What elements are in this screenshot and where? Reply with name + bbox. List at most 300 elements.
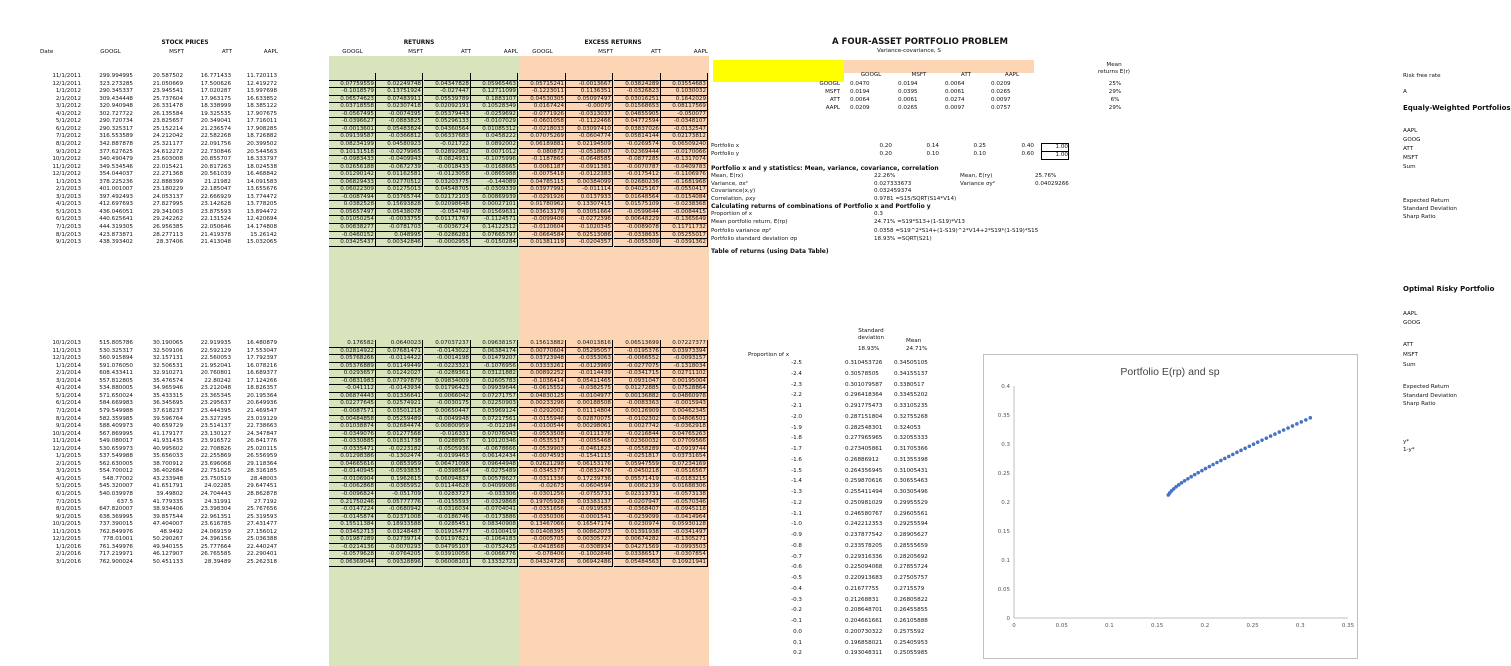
excess-return-cell: 0.00126909 xyxy=(614,408,661,416)
price-cell: 25.036388 xyxy=(246,536,277,543)
stat-value: 22.26% xyxy=(874,173,896,179)
calc-label: Proportion of x xyxy=(711,211,753,217)
price-cell: 48.9492 xyxy=(159,528,183,535)
return-cell: 0.03969124 xyxy=(471,408,518,416)
y-label: 1-y* xyxy=(1403,447,1415,453)
return-cell: 0.0382528 xyxy=(329,201,376,209)
dt-sd-cell: 0.277965965 xyxy=(845,435,883,442)
table-row xyxy=(0,239,712,247)
price-cell: 20.561039 xyxy=(200,171,231,178)
table-row xyxy=(0,423,712,431)
excess-return-cell: -0.0945118 xyxy=(661,506,708,514)
dt-mean-cell: 0.28205692 xyxy=(894,553,928,560)
x-tick-label: 0.05 xyxy=(1055,623,1068,629)
vc-cell: 0.0097 xyxy=(991,97,1011,103)
excess-return-cell xyxy=(519,73,566,81)
price-cell: 25.737604 xyxy=(152,95,183,102)
price-cell: 584.669983 xyxy=(99,400,133,407)
dt-x-cell: -2.3 xyxy=(791,381,802,388)
return-cell: -0.1075996 xyxy=(471,156,518,164)
excess-return-cell: 0.02680236 xyxy=(614,179,661,187)
return-cell: 0.02371008 xyxy=(376,514,423,522)
price-cell: 23.180229 xyxy=(152,186,183,193)
stat-label-y: Variance σy² xyxy=(960,180,996,187)
return-cell xyxy=(424,73,471,81)
price-cell: 22.131524 xyxy=(200,216,231,223)
ew-stat: Sharp Ratio xyxy=(1403,214,1436,220)
price-cell: 22.440247 xyxy=(246,543,277,550)
excess-return-cell: 0.01780962 xyxy=(519,201,566,209)
excess-return-cell: 0.01575109 xyxy=(614,201,661,209)
excess-return-cell: 0.05411465 xyxy=(566,378,613,386)
table-row xyxy=(0,438,712,446)
return-cell: -0.0275489 xyxy=(471,468,518,476)
dt-x-cell: -0.2 xyxy=(791,607,802,614)
date-cell: 1/1/2013 xyxy=(55,178,81,185)
table-row xyxy=(0,156,712,164)
return-cell: -0.0096824 xyxy=(329,491,376,499)
table-row xyxy=(0,483,712,491)
return-cell: -0.144089 xyxy=(471,179,518,187)
vc-cell: 0.0209 xyxy=(991,81,1011,87)
excess-return-cell: 0.00136882 xyxy=(614,393,661,401)
highlight-cell[interactable] xyxy=(713,60,844,82)
excess-return-cell: -0.0132547 xyxy=(661,126,708,134)
return-cell: 0.04795107 xyxy=(424,544,471,552)
return-cell: 0.09638157 xyxy=(471,340,518,348)
date-cell: 4/1/2013 xyxy=(55,201,81,208)
price-cell: 21.21982 xyxy=(204,178,231,185)
a-label: A xyxy=(1403,89,1407,95)
excess-return-cell: 0.0061187 xyxy=(519,164,566,172)
price-cell: 16.468842 xyxy=(246,171,277,178)
excess-return-cell: -0.0055309 xyxy=(614,239,661,247)
excess-return-cell: 0.00674282 xyxy=(614,536,661,544)
price-cell: 22.666929 xyxy=(200,193,231,200)
price-cell: 579.549988 xyxy=(99,407,133,414)
return-cell: 0.07681471 xyxy=(376,348,423,356)
data-point xyxy=(1189,475,1193,479)
excess-return-cell: 0.02711102 xyxy=(661,370,708,378)
return-cell: -0.041112 xyxy=(329,385,376,393)
return-cell: 0.07271757 xyxy=(471,393,518,401)
price-cell: 20.649936 xyxy=(246,400,277,407)
return-cell: 0.03452713 xyxy=(329,529,376,537)
weight-cell: 0.60 xyxy=(1021,151,1034,157)
return-cell: 0.02307418 xyxy=(376,103,423,111)
y-tick-label: 0.4 xyxy=(1001,384,1010,390)
opt-stat: Expected Return xyxy=(1403,384,1450,390)
table-row xyxy=(0,164,712,172)
excess-return-cell: -0.0351656 xyxy=(519,506,566,514)
excess-return-cell: 0.13467066 xyxy=(519,521,566,529)
dt-x-cell: 0.0 xyxy=(793,628,802,635)
excess-return-cell: -0.1020345 xyxy=(566,224,613,232)
table-row xyxy=(0,559,712,567)
data-point xyxy=(1277,430,1281,434)
vc-col-header: GOOGL xyxy=(860,72,882,78)
excess-return-cell: -0.0170066 xyxy=(661,149,708,157)
return-cell: 0.0640023 xyxy=(376,340,423,348)
price-cell: 23.514137 xyxy=(200,423,231,430)
dt-mean-header: Mean xyxy=(906,338,922,344)
price-cell: 530.325317 xyxy=(99,347,133,354)
table-title: Table of returns (using Data Table) xyxy=(711,248,829,255)
excess-return-cell: -0.0155946 xyxy=(519,416,566,424)
dt-sd-cell: 0.310453726 xyxy=(845,360,883,366)
return-cell: -0.016331 xyxy=(424,431,471,439)
return-cell: 0.02277645 xyxy=(329,400,376,408)
price-cell: 13.997698 xyxy=(246,88,277,95)
table-row xyxy=(0,103,712,111)
excess-return-cell: 0.03731654 xyxy=(661,453,708,461)
stat-value-y: 25.76% xyxy=(1035,173,1057,179)
price-cell: 25.321177 xyxy=(152,140,183,147)
stats-title: Portfolio x and y statistics: Mean, variance, covariance, correlation xyxy=(711,165,939,172)
opt-item: GOOG xyxy=(1403,320,1421,326)
date-cell: 8/1/2012 xyxy=(55,140,81,147)
date-cell: 1/1/2012 xyxy=(55,88,81,95)
price-cell: 17.792397 xyxy=(246,355,277,362)
dt-x-cell: -2.1 xyxy=(791,403,802,409)
weight-cell: 0.10 xyxy=(926,151,939,157)
price-cell: 28.316185 xyxy=(246,468,277,475)
return-cell: -0.0764205 xyxy=(376,551,423,559)
return-cell: -0.0123058 xyxy=(424,171,471,179)
return-cell: 0.0066042 xyxy=(424,393,471,401)
calc-title: Calculating returns of combinations of Portfolio x and Portfolio y xyxy=(711,203,931,210)
data-point xyxy=(1260,438,1264,442)
excess-return-cell: -0.0001541 xyxy=(566,514,613,522)
dt-sd-cell: 0.264356945 xyxy=(845,467,883,474)
return-cell: -0.0066776 xyxy=(471,551,518,559)
price-cell: 30.190065 xyxy=(152,340,183,346)
date-cell: 5/1/2014 xyxy=(55,392,81,399)
excess-return-cell: 0.04013816 xyxy=(566,340,613,348)
price-cell: 423.873871 xyxy=(99,231,133,238)
date-cell: 3/1/2016 xyxy=(55,558,81,565)
return-cell: -0.0106904 xyxy=(329,476,376,484)
excess-return-cell: -0.1305271 xyxy=(661,536,708,544)
return-cell: -0.0505936 xyxy=(424,446,471,454)
return-cell: 0.06022309 xyxy=(329,186,376,194)
price-cell: 38.934406 xyxy=(152,506,183,513)
price-cell: 540.039978 xyxy=(99,491,133,497)
vc-col-header: AAPL xyxy=(1004,72,1020,78)
return-cell: 0.048995 xyxy=(376,232,423,240)
y-tick-label: 0.25 xyxy=(997,471,1010,477)
return-cell: -0.0752425 xyxy=(471,544,518,552)
price-cell: 20.349041 xyxy=(200,118,231,125)
excess-return-cell: 0.00195004 xyxy=(661,378,708,386)
return-cell: 0.08234199 xyxy=(329,141,376,149)
table-row xyxy=(0,73,712,81)
data-point xyxy=(1252,442,1256,446)
price-cell: 27.7192 xyxy=(253,498,277,505)
excess-return-cell: 0.00384099 xyxy=(566,179,613,187)
excess-return-cell: 0.05571419 xyxy=(614,476,661,484)
date-cell: 8/1/2015 xyxy=(55,506,81,513)
excess-return-cell: 0.06513699 xyxy=(614,340,661,348)
price-cell: 22.888399 xyxy=(152,178,183,185)
excess-return-cell: 0.02513086 xyxy=(566,232,613,240)
table-row xyxy=(0,149,712,157)
price-cell: 21.050669 xyxy=(152,80,183,87)
return-cell: -0.0145874 xyxy=(329,514,376,522)
data-point xyxy=(1227,455,1231,459)
price-cell: 554.700012 xyxy=(99,468,133,475)
excess-return-cell: -0.0553508 xyxy=(519,431,566,439)
data-point xyxy=(1286,426,1290,430)
y-tick-label: 0.2 xyxy=(1001,500,1010,506)
price-cell: 20.399502 xyxy=(246,140,277,147)
price-cell: 23.750519 xyxy=(200,475,231,482)
return-cell: 0.0892002 xyxy=(471,141,518,149)
price-cell: 22.582268 xyxy=(200,133,231,140)
excess-return-cell: 0.05715241 xyxy=(519,81,566,89)
return-cell: -0.0155593 xyxy=(424,499,471,507)
return-cell: -0.0087494 xyxy=(329,194,376,202)
dt-x-cell: -2.5 xyxy=(791,360,802,366)
price-cell: 23.945541 xyxy=(152,88,183,95)
return-cell: -0.0147224 xyxy=(329,506,376,514)
table-row xyxy=(0,88,712,96)
price-cell: 15.032065 xyxy=(246,239,277,246)
dt-mean-cell: 0.31705366 xyxy=(894,446,928,452)
excess-return-cell: -0.0604774 xyxy=(566,133,613,141)
dt-sd-cell: 0.196858021 xyxy=(845,639,883,646)
dt-x-cell: -0.8 xyxy=(791,542,802,549)
stock-prices-header: STOCK PRICES xyxy=(161,40,209,46)
excess-return-cell: 0.03097410 xyxy=(566,126,613,134)
excess-return-cell: 0.0931047 xyxy=(614,378,661,386)
price-cell: 36.345695 xyxy=(152,400,183,407)
table-row xyxy=(0,551,712,559)
price-cell: 23.444395 xyxy=(200,407,231,414)
return-cell: 0.05379443 xyxy=(424,111,471,119)
excess-return-cell: -0.0615552 xyxy=(519,385,566,393)
portfolio-chart[interactable] xyxy=(983,354,1358,659)
excess-return-cell: 0.04860978 xyxy=(661,393,708,401)
table-row xyxy=(0,499,712,507)
return-cell: 0.09939644 xyxy=(471,385,518,393)
price-cell: 29.118364 xyxy=(246,460,277,467)
excess-return-cell: 0.0137933 xyxy=(566,194,613,202)
return-cell: -0.0143934 xyxy=(376,385,423,393)
excess-return-cell: -0.0307854 xyxy=(661,551,708,559)
opt-item: ATT xyxy=(1403,342,1414,348)
y-label: y* xyxy=(1403,439,1410,445)
excess-return-cell: -0.0075418 xyxy=(519,171,566,179)
excess-return-cell: 0.03824289 xyxy=(614,81,661,89)
return-cell: -0.0409943 xyxy=(376,156,423,164)
excess-return-cell: 0.0167424 xyxy=(519,103,566,111)
vc-cell: 0.0061 xyxy=(945,89,965,95)
excess-return-cell: -0.0272396 xyxy=(566,216,613,224)
price-cell: 290.720734 xyxy=(99,118,133,125)
calc-value: 0.3 xyxy=(874,211,883,217)
excess-return-cell: 0.06153176 xyxy=(566,461,613,469)
x-tick-label: 0.3 xyxy=(1295,623,1305,629)
price-cell: 20.195364 xyxy=(246,392,277,399)
data-point xyxy=(1300,420,1304,424)
price-cell: 608.433411 xyxy=(99,370,133,377)
return-cell: 0.03203775 xyxy=(424,179,471,187)
dt-mean-cell: 0.28555659 xyxy=(894,542,928,549)
price-cell: 28.277113 xyxy=(152,231,183,238)
excess-return-cell: 0.00648229 xyxy=(614,216,661,224)
dt-mean-cell: 0.324053 xyxy=(894,424,921,431)
return-cell: -0.0013601 xyxy=(329,126,376,134)
date-cell: 6/1/2014 xyxy=(55,400,81,407)
dt-sd-cell: 0.233578205 xyxy=(845,542,883,549)
excess-return-cell: 0.17239736 xyxy=(566,476,613,484)
return-cell: -0.0289361 xyxy=(424,370,471,378)
excess-return-cell: 0.01381119 xyxy=(519,239,566,247)
price-cell: 43.233948 xyxy=(152,475,183,482)
opt-item: Sum xyxy=(1403,362,1416,368)
price-cell: 20.587502 xyxy=(152,73,183,79)
table-row xyxy=(0,393,712,401)
price-cell: 515.805786 xyxy=(99,340,133,346)
return-cell: 0.01479207 xyxy=(471,355,518,363)
date-cell: 7/1/2013 xyxy=(55,224,81,230)
price-cell: 23.603008 xyxy=(152,156,183,163)
dt-mean-cell: 0.26805822 xyxy=(894,596,928,603)
price-cell: 38.700912 xyxy=(152,460,183,467)
excess-return-cell: -0.0341715 xyxy=(614,370,661,378)
date-cell: 3/1/2013 xyxy=(55,193,81,200)
table-row xyxy=(0,461,712,469)
price-cell: 35.476574 xyxy=(152,377,183,384)
vc-cell: 0.0274 xyxy=(945,97,965,103)
excess-return-cell: 0.08117569 xyxy=(661,103,708,111)
excess-return-cell: -0.0911381 xyxy=(566,164,613,172)
table-row xyxy=(0,400,712,408)
ticker-header: GOOGL xyxy=(342,49,363,55)
price-cell: 647.820007 xyxy=(99,506,133,513)
excess-return-cell: -0.1036414 xyxy=(519,378,566,386)
return-cell: 0.21750246 xyxy=(329,499,376,507)
excess-return-cell: 0.00892252 xyxy=(519,370,566,378)
vc-cell: 0.0097 xyxy=(945,105,965,111)
ticker-header: AAPL xyxy=(693,49,708,55)
return-cell: 0.13332721 xyxy=(471,559,518,567)
price-cell: 29.242262 xyxy=(152,216,183,223)
excess-return-cell: -0.1223011 xyxy=(519,88,566,96)
return-cell: -0.0396627 xyxy=(329,118,376,126)
return-cell: 0.07797879 xyxy=(376,378,423,386)
price-cell: 13.778205 xyxy=(246,201,277,208)
excess-return-cell: -0.0102302 xyxy=(614,416,661,424)
price-cell: 25.777664 xyxy=(200,543,231,550)
price-cell: 290.345337 xyxy=(99,88,133,95)
dt-mean-cell: 0.30655463 xyxy=(894,478,928,485)
dt-sd-cell: 0.259870616 xyxy=(845,478,883,485)
date-cell: 11/1/2013 xyxy=(52,347,81,354)
return-cell: 0.18933588 xyxy=(376,521,423,529)
excess-return-cell: -0.0277075 xyxy=(614,363,661,371)
dt-sd-cell: 0.296418364 xyxy=(845,392,883,399)
data-point xyxy=(1196,471,1200,475)
price-cell: 49.940155 xyxy=(152,543,183,550)
return-cell: -0.0309339 xyxy=(471,186,518,194)
return-cell: 0.07076043 xyxy=(471,431,518,439)
dt-mean-cell: 0.33455202 xyxy=(894,392,928,399)
dt-sd-cell: 0.291775473 xyxy=(845,403,883,409)
return-cell: 0.01298386 xyxy=(329,453,376,461)
table-row xyxy=(0,96,712,104)
excess-return-cell: -0.0301256 xyxy=(519,491,566,499)
price-cell: 20.760801 xyxy=(200,370,231,377)
dt-x-cell: -0.6 xyxy=(791,564,802,571)
price-cell: 18.338999 xyxy=(200,103,231,110)
excess-return-cell: -0.0093157 xyxy=(661,355,708,363)
excess-returns-header: EXCESS RETURNS xyxy=(584,40,642,46)
return-cell: 0.05768266 xyxy=(329,355,376,363)
price-cell: 20.855707 xyxy=(200,156,231,163)
data-point xyxy=(1208,465,1212,469)
return-cell: -0.0460152 xyxy=(329,232,376,240)
dt-mean-cell: 0.27505757 xyxy=(894,575,928,581)
price-cell: 23.142628 xyxy=(200,201,231,208)
excess-return-cell: -0.0350306 xyxy=(519,514,566,522)
return-cell: -0.0329868 xyxy=(471,499,518,507)
excess-return-cell: -0.0013667 xyxy=(566,81,613,89)
return-cell: 0.05965463 xyxy=(471,81,518,89)
vc-cell: 0.0395 xyxy=(898,89,918,95)
excess-return-cell: -0.0418568 xyxy=(519,544,566,552)
calc-value: 0.0358 =S19^2*S14+(1-S19)^2*V14+2*S19*(1-S19)*S15 xyxy=(874,227,1039,234)
excess-return-cell: -0.0338635 xyxy=(614,232,661,240)
excess-return-cell: -0.0550417 xyxy=(661,186,708,194)
dt-mean-cell: 0.32055333 xyxy=(894,435,928,442)
price-cell: 21.236574 xyxy=(200,125,231,132)
excess-return-cell: -0.0195376 xyxy=(614,348,661,356)
data-point xyxy=(1215,461,1219,465)
return-cell: 0.0285451 xyxy=(424,521,471,529)
excess-return-cell: -0.1541115 xyxy=(566,453,613,461)
price-cell: 22.919935 xyxy=(200,340,231,346)
excess-return-cell: -0.0326823 xyxy=(614,88,661,96)
price-cell: 778.01001 xyxy=(102,536,133,543)
ticker-header: AAPL xyxy=(263,49,278,55)
x-tick-label: 0.1 xyxy=(1105,623,1114,629)
excess-return-cell: -0.02673 xyxy=(519,483,566,491)
date-cell: 4/1/2015 xyxy=(55,475,81,482)
price-cell: 582.359985 xyxy=(99,415,133,422)
excess-return-cell: 0.03016251 xyxy=(614,96,661,104)
table-row xyxy=(0,340,712,348)
chart-svg xyxy=(984,355,1357,658)
date-cell: 12/1/2011 xyxy=(52,80,81,87)
excess-return-cell: -0.1002846 xyxy=(566,551,613,559)
y-tick-label: 0.1 xyxy=(1001,558,1010,564)
weight-cell: 0.10 xyxy=(973,151,986,157)
return-cell: 0.01987289 xyxy=(329,536,376,544)
table-row xyxy=(0,141,712,149)
return-cell: -0.0678666 xyxy=(471,446,518,454)
vc-cell: 0.0194 xyxy=(898,81,918,87)
ew-stat: Expected Return xyxy=(1403,198,1450,204)
price-cell: 32.910271 xyxy=(152,370,183,377)
excess-return-cell: 0.04830125 xyxy=(519,393,566,401)
price-cell: 22.015421 xyxy=(152,163,183,170)
excess-return-cell: -0.0238368 xyxy=(661,201,708,209)
price-cell: 29.341003 xyxy=(152,208,183,215)
dt-x-cell: -2.0 xyxy=(791,413,802,420)
return-cell: -0.0173886 xyxy=(471,514,518,522)
